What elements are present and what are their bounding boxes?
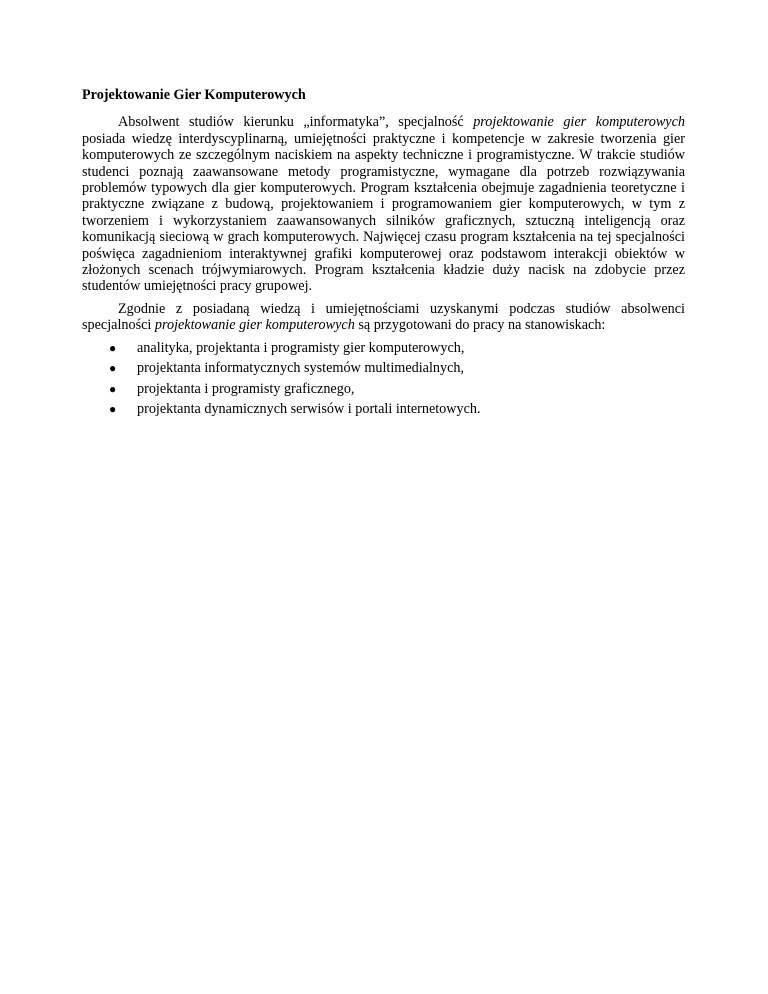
bullet-icon: ●: [109, 361, 117, 376]
paragraph-1-specialty-italic: projektowanie gier komputerowych: [473, 114, 685, 131]
list-item-text: projektanta dynamicznych serwisów i portali internetowych.: [137, 400, 481, 417]
list-item: [109, 360, 685, 376]
paragraph-career-intro: [82, 301, 685, 334]
list-item-text: projektanta informatycznych systemów multimedialnych,: [137, 360, 465, 377]
paragraph-2-text-a: Zgodnie z posiadaną wiedzą i umiejętnościami uzyskanymi podczas studiów absolwenci specjalności: [82, 300, 685, 334]
list-item: [109, 340, 685, 356]
document-title: Projektowanie Gier Komputerowych: [82, 87, 306, 103]
paragraph-2-text-b: są przygotowani do pracy na stanowiskach:: [354, 317, 606, 334]
bullet-icon: ●: [109, 381, 117, 396]
paragraph-graduate-profile: [82, 114, 685, 294]
list-item: [109, 381, 685, 397]
list-item-text: analityka, projektanta i programisty gier komputerowych,: [137, 339, 465, 356]
list-item: [109, 401, 685, 417]
career-list: [82, 340, 685, 418]
document-page: [82, 87, 685, 421]
bullet-icon: ●: [109, 401, 117, 416]
paragraph-1-text-b: posiada wiedzę interdyscyplinarną, umiejętności praktyczne i kompetencje w zakresie tworzenia gier komputerowych ze szczególnym naciskiem na aspekty techniczne i programistyczne. W trakcie studiów studenci poznają zaawansowane metody programistyczne, wymagane dla potrzeb rozwiązywania problemów typowych dla gier komputerowych. Program kształcenia obejmuje zagadnienia teoretyczne i praktyczne związane z budową, projektowaniem i programowaniem gier komputerowych, w tym z tworzeniem i wykorzystaniem zaawansowanych silników graficznych, sztuczną inteligencją oraz komunikacją sieciową w grach komputerowych. Najwięcej czasu program kształcenia na tej specjalności poświęca zagadnieniom interaktywnej grafiki komputerowej oraz podstawom interakcji obiektów w złożonych scenach trójwymiarowych. Program kształcenia kładzie duży nacisk na zdobycie przez studentów umiejętności pracy grupowej.: [82, 130, 685, 295]
paragraph-2-specialty-italic: projektowanie gier komputerowych: [154, 317, 355, 334]
bullet-icon: ●: [109, 340, 117, 355]
list-item-text: projektanta i programisty graficznego,: [137, 380, 355, 397]
paragraph-1-text-a: Absolwent studiów kierunku „informatyka”, specjalność: [118, 114, 474, 131]
